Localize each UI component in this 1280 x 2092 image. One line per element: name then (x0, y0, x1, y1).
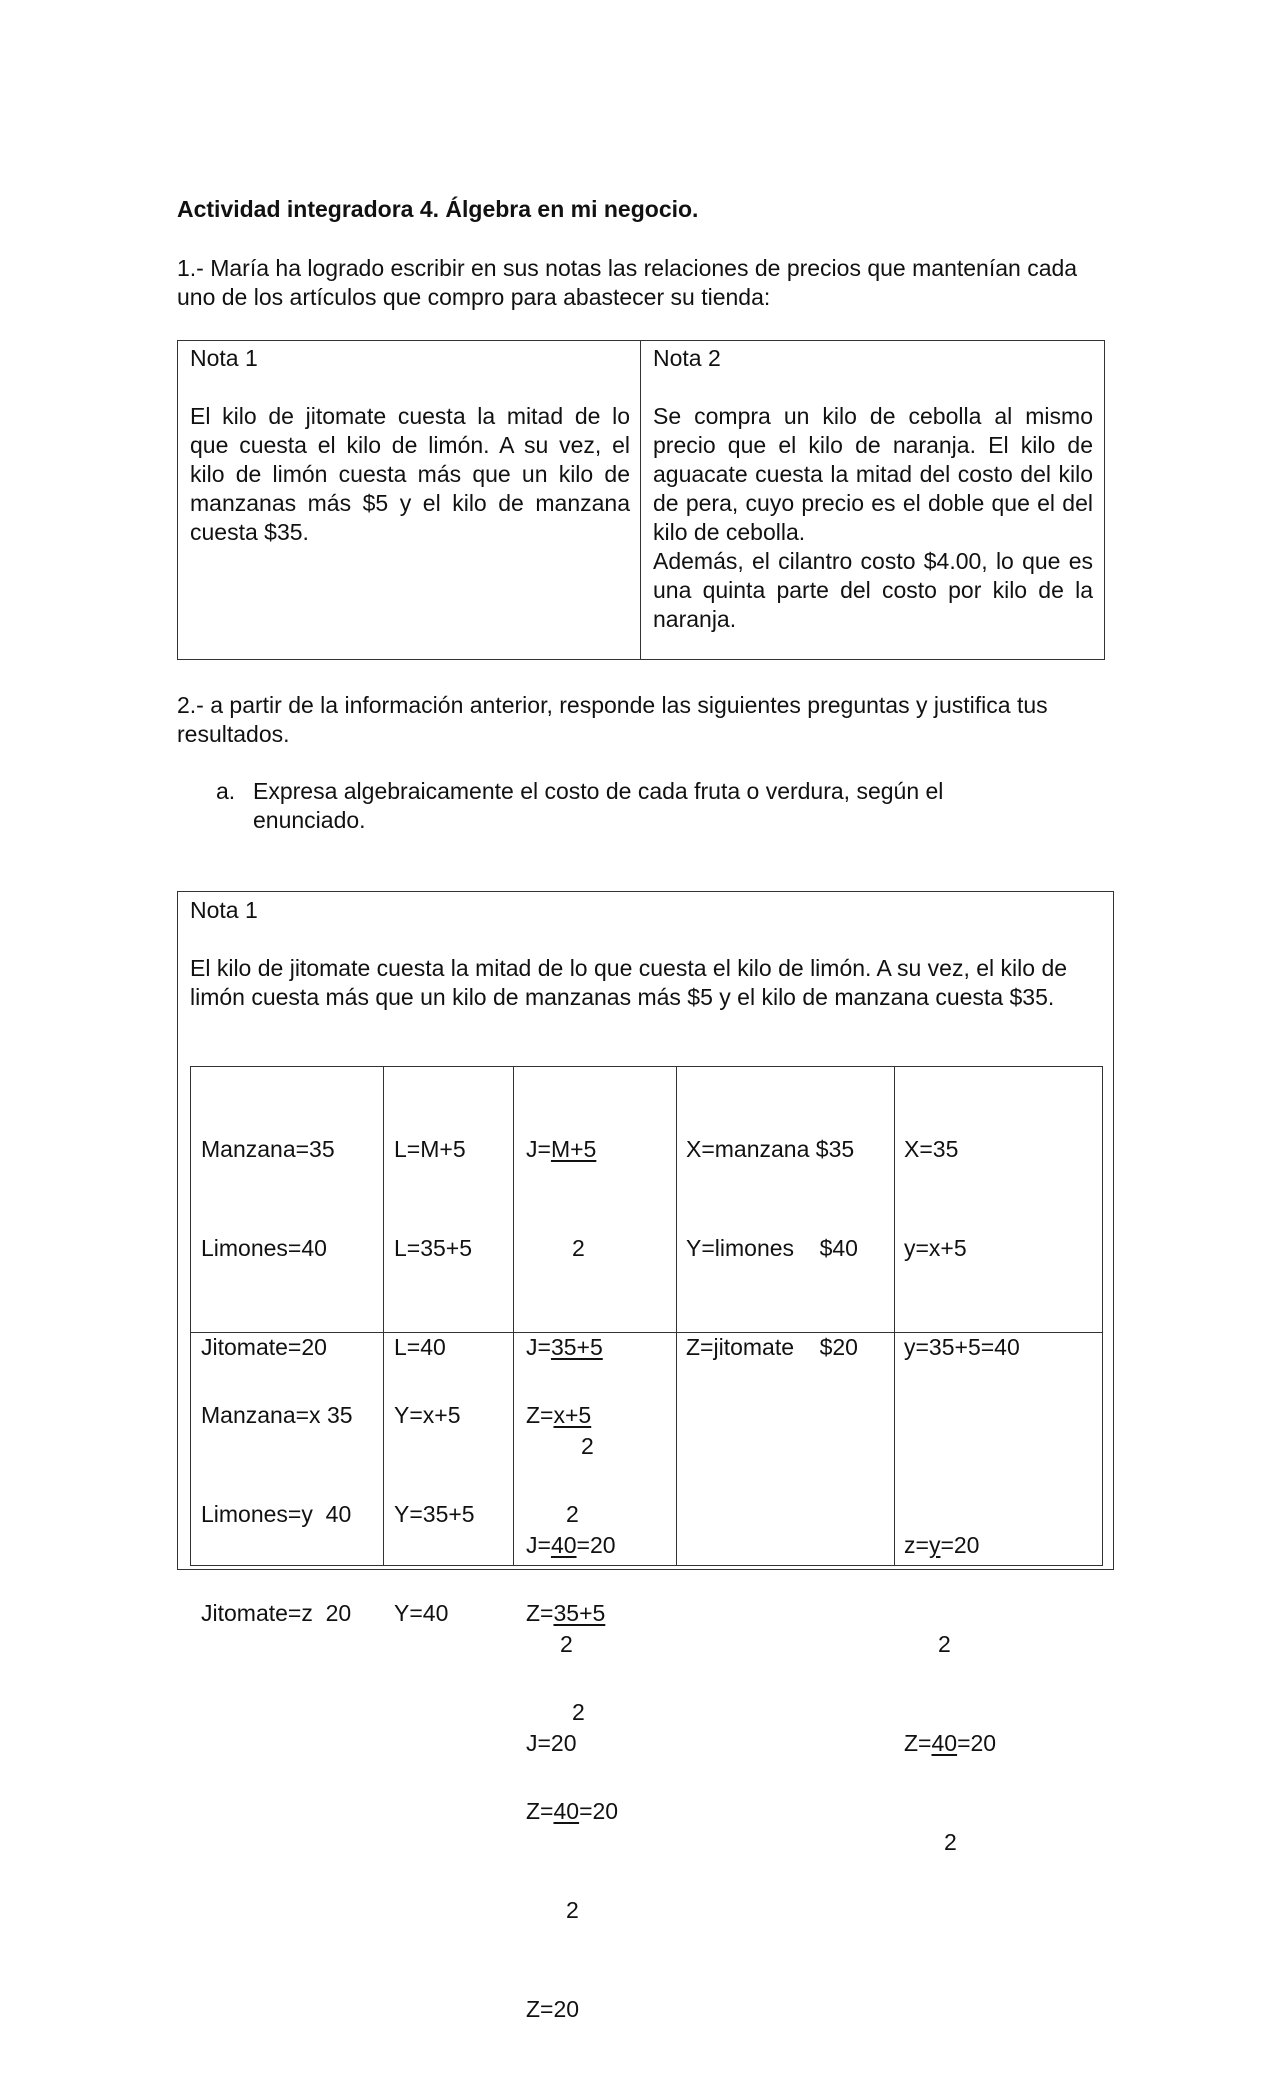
text-line: X=manzana $35 (686, 1136, 855, 1162)
r2-c2-cell (394, 1333, 475, 1696)
r2-c3-cell (526, 1333, 618, 2092)
blank-line (904, 1430, 1020, 1463)
text-part: =20 (940, 1532, 980, 1558)
text-line: L=35+5 (394, 1235, 473, 1261)
text-line (526, 1795, 618, 1828)
text-line: Y=limones $40 (686, 1235, 858, 1261)
text-part: =20 (576, 1532, 616, 1558)
denominator: 2 (938, 1631, 951, 1657)
calculation-grid (190, 1066, 1103, 2022)
answer-table (177, 891, 1114, 2022)
question-2: 2.- a partir de la información anterior, responde las siguientes preguntas y justifica tus resultados. (177, 692, 1048, 747)
text-line (526, 1399, 618, 1432)
text-line: Y=40 (394, 1600, 449, 1626)
notes-table (177, 340, 1105, 660)
text-line: y=x+5 (904, 1235, 967, 1261)
denominator: 2 (581, 1433, 594, 1459)
document-title: Actividad integradora 4. Álgebra en mi negocio. (177, 196, 699, 222)
grid-line (676, 1067, 677, 1565)
numerator: y (928, 1532, 941, 1558)
text-part: =20 (579, 1798, 619, 1824)
note-2-header: Nota 2 (653, 345, 721, 371)
text-part: J= (526, 1334, 551, 1360)
text-line (904, 1727, 1020, 1760)
text-line: L=M+5 (394, 1136, 466, 1162)
numerator: M+5 (550, 1136, 597, 1162)
grid-line (894, 1067, 895, 1565)
text-line: J=20 (526, 1730, 577, 1756)
text-line: Jitomate=20 (201, 1334, 327, 1360)
denominator: 2 (572, 1699, 585, 1725)
denominator: 2 (572, 1235, 585, 1261)
column-divider (640, 341, 641, 659)
question-1: 1.- María ha logrado escribir en sus notas las relaciones de precios que mantenían cada uno de los artículos que compro para abastecer su tienda: (177, 255, 1078, 310)
note-2-cell (653, 341, 1093, 634)
text-line (904, 1529, 1020, 1562)
numerator: 40 (931, 1730, 958, 1756)
r2-c1-cell (201, 1333, 353, 1696)
grid-line (383, 1067, 384, 1565)
text-line: L=40 (394, 1334, 446, 1360)
text-line: Limones=y 40 (201, 1501, 352, 1527)
list-marker: a. (216, 778, 236, 804)
grid-line (513, 1067, 514, 1565)
text-line: X=35 (904, 1136, 959, 1162)
text-line: y=35+5=40 (904, 1334, 1020, 1360)
text-line: Limones=40 (201, 1235, 327, 1261)
text-line: Manzana=35 (201, 1136, 335, 1162)
numerator: x+5 (553, 1402, 592, 1428)
note-1-header: Nota 1 (190, 345, 258, 371)
text-part: Z= (526, 1798, 554, 1824)
r1-c4-cell (686, 1067, 858, 1430)
denominator: 2 (566, 1897, 579, 1923)
answer-note-header: Nota 1 (190, 897, 258, 923)
numerator: 40 (553, 1798, 580, 1824)
denominator: 2 (566, 1501, 579, 1527)
text-line: Y=35+5 (394, 1501, 475, 1527)
r1-c5-cell (904, 1067, 1020, 1925)
denominator: 2 (944, 1829, 957, 1855)
text-line: Jitomate=z 20 (201, 1600, 352, 1626)
numerator: 35+5 (553, 1600, 606, 1626)
denominator: 2 (560, 1631, 573, 1657)
text-line: Manzana=x 35 (201, 1402, 353, 1428)
list-item-text: Expresa algebraicamente el costo de cada fruta o verdura, según el enunciado. (253, 778, 944, 833)
note-2-body-2: Además, el cilantro costo $4.00, lo que es una quinta parte del costo por kilo de la naranja. (653, 548, 1093, 632)
note-1-body: El kilo de jitomate cuesta la mitad de lo que cuesta el kilo de limón. A su vez, el kilo de limón cuesta más que un kilo de manzanas más $5 y el kilo de manzana cuesta $35. (190, 403, 630, 545)
text-part: Z= (526, 1600, 554, 1626)
text-part: J= (526, 1532, 551, 1558)
text-line: Y=x+5 (394, 1402, 461, 1428)
text-part: Z= (904, 1730, 932, 1756)
text-part: =20 (957, 1730, 997, 1756)
numerator: 35+5 (550, 1334, 603, 1360)
text-line (526, 1597, 618, 1630)
text-line (526, 1133, 616, 1166)
answer-note-body: El kilo de jitomate cuesta la mitad de lo que cuesta el kilo de limón. A su vez, el kilo de limón cuesta más que un kilo de manzanas más $5 y el kilo de manzana cuesta $35. (190, 955, 1068, 1010)
note-1-cell (190, 341, 630, 547)
note-2-body: Se compra un kilo de cebolla al mismo precio que el kilo de naranja. El kilo de aguacate cuesta la mitad del costo del kilo de pera, cuyo precio es el doble que el del kilo de cebolla. (653, 403, 1093, 545)
numerator: 40 (550, 1532, 577, 1558)
text-part: Z= (526, 1402, 554, 1428)
text-part: z= (904, 1532, 929, 1558)
text-part: J= (526, 1136, 551, 1162)
text-line: Z=jitomate $20 (686, 1334, 858, 1360)
text-line: Z=20 (526, 1996, 580, 2022)
